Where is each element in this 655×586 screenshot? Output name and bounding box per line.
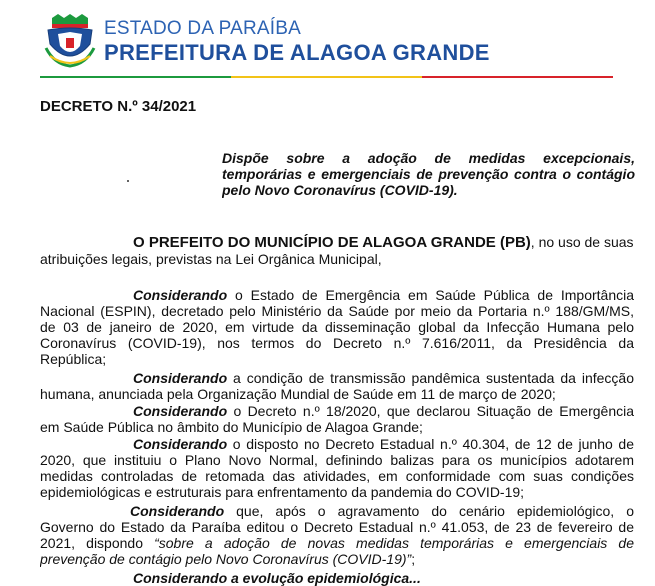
whereas-clause-6-cut-off: Considerando a evolução epidemiológica... bbox=[133, 570, 421, 586]
summary-line: pelo Novo Coronavírus (COVID-19). bbox=[222, 182, 458, 198]
whereas-keyword: Considerando bbox=[133, 370, 228, 386]
whereas-clause-3: Considerando o Decreto n.º 18/2020, que declarou Situação de Emergência em Saúde Pública no âmbito do Município de Alagoa Grande; bbox=[40, 403, 634, 435]
whereas-keyword: Considerando bbox=[133, 436, 228, 452]
preamble-line: O PREFEITO DO MUNICÍPIO DE ALAGOA GRANDE (PB), no uso de suas bbox=[133, 234, 634, 251]
preamble bbox=[40, 234, 634, 267]
whereas-keyword: Considerando bbox=[130, 503, 225, 519]
speck bbox=[127, 180, 129, 182]
tricolor-divider bbox=[40, 76, 613, 78]
whereas-keyword: Considerando bbox=[133, 403, 228, 419]
decree-number: DECRETO N.º 34/2021 bbox=[40, 98, 197, 115]
whereas-clause-2: Considerando a condição de transmissão pandêmica sustentada da infecção humana, anunciada pela Organização Mundial de Saúde em 11 de março de 2020; bbox=[40, 370, 634, 402]
decree-summary bbox=[222, 150, 635, 198]
city-name: PREFEITURA DE ALAGOA GRANDE bbox=[104, 40, 490, 65]
summary-line: temporárias e emergenciais de prevenção contra o contágio bbox=[222, 166, 635, 182]
summary-line: Dispõe sobre a adoção de medidas excepcionais, bbox=[222, 150, 635, 166]
preamble-line: atribuições legais, previstas na Lei Orgânica Municipal, bbox=[40, 251, 382, 267]
letterhead bbox=[0, 0, 655, 90]
state-name: ESTADO DA PARAÍBA bbox=[104, 18, 301, 39]
whereas-keyword: Considerando bbox=[133, 287, 228, 303]
authority-title: O PREFEITO DO MUNICÍPIO DE ALAGOA GRANDE (PB) bbox=[133, 234, 531, 251]
whereas-clause-5: Considerando que, após o agravamento do cenário epidemiológico, o Governo do Estado da Paraíba editou o Decreto Estadual n.º 41.053, de 23 de fevereiro de 2021, dispondo “sobre a adoção de novas medidas temporárias e emergenciais de prevenção de contágio pelo Novo Coronavírus (COVID-19)”; bbox=[40, 503, 634, 567]
whereas-clause-4: Considerando o disposto no Decreto Estadual n.º 40.304, de 12 de junho de 2020, que instituiu o Plano Novo Normal, definindo balizas para os municípios adotarem medidas controladas de retomada das atividades, em conformidade com suas condições epidemiológicas e estruturais para enfrentamento da pandemia do COVID-19; bbox=[40, 436, 634, 500]
municipal-coat-of-arms-icon bbox=[44, 12, 96, 68]
whereas-clause-1: Considerando o Estado de Emergência em Saúde Pública de Importância Nacional (ESPIN), decretado pelo Ministério da Saúde por meio da Portaria n.º 188/GM/MS, de 03 de janeiro de 2020, em virtude da disseminação global da Infecção Humana pelo Coronavírus (COVID-19), nos termos do Decreto n.º 7.616/2011, da Presidência da República; bbox=[40, 287, 634, 367]
